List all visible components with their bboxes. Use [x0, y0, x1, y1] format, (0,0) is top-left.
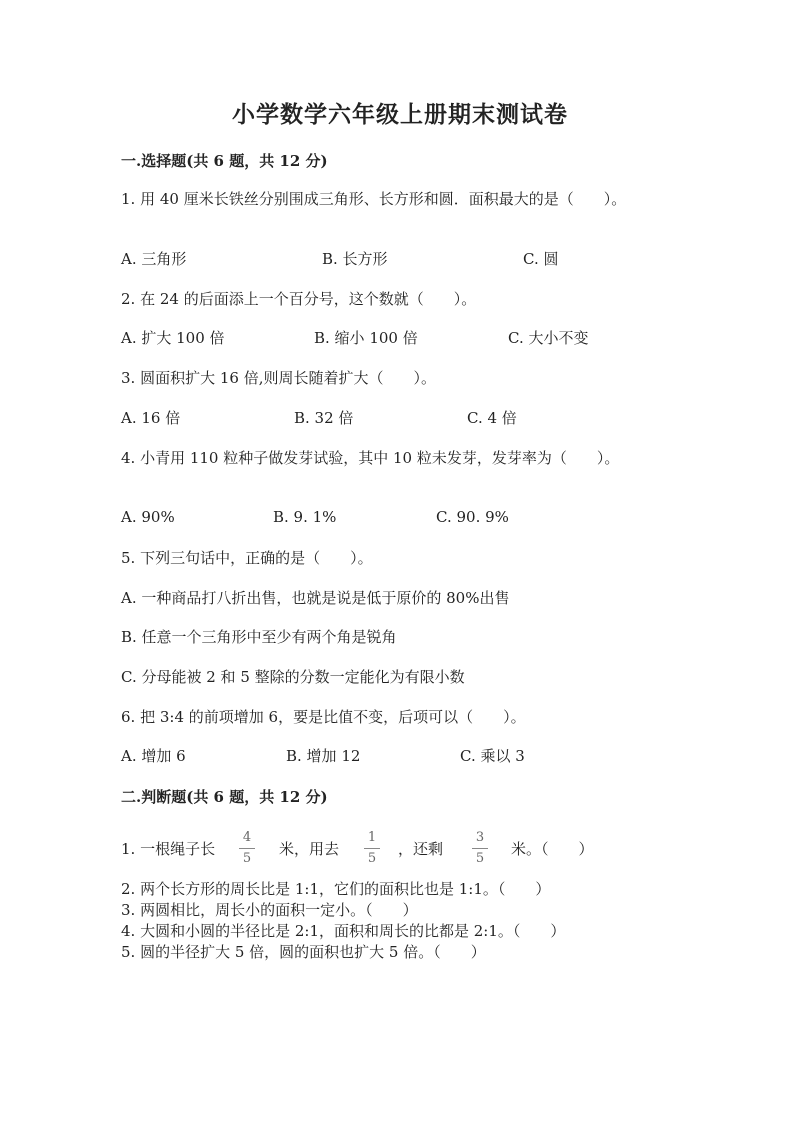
section-heading-judgement: 二.判断题(共 6 题，共 12 分)	[121, 788, 328, 806]
question-1-option-a: A. 三角形	[121, 250, 187, 268]
judge-1-text-c: ，还剩	[398, 840, 444, 858]
question-3-stem: 3. 圆面积扩大 16 倍,则周长随着扩大（ ）。	[121, 369, 436, 387]
question-4-stem: 4. 小青用 110 粒种子做发芽试验，其中 10 粒未发芽，发芽率为（ ）。	[121, 449, 620, 467]
fraction-three-fifths	[471, 830, 489, 867]
question-4-option-a: A. 90%	[121, 508, 175, 526]
question-1-stem: 1. 用 40 厘米长铁丝分别围成三角形、长方形和圆．面积最大的是（ ）。	[121, 190, 627, 208]
fraction-denominator: 5	[475, 851, 485, 866]
fraction-numerator: 4	[242, 830, 252, 845]
judge-1-text-b: 米，用去	[279, 840, 340, 858]
fraction-numerator: 1	[367, 830, 377, 845]
judge-2: 2. 两个长方形的周长比是 1:1，它们的面积比也是 1:1。（ ）	[121, 880, 551, 898]
question-6-option-a: A. 增加 6	[121, 747, 186, 765]
judge-5: 5. 圆的半径扩大 5 倍，圆的面积也扩大 5 倍。（ ）	[121, 943, 486, 961]
judge-1-text-d: 米。（ ）	[511, 840, 594, 858]
judge-4: 4. 大圆和小圆的半径比是 2:1，面积和周长的比都是 2:1。（ ）	[121, 922, 566, 940]
fraction-numerator: 3	[475, 830, 485, 845]
question-3-option-b: B. 32 倍	[294, 409, 354, 427]
fraction-denominator: 5	[367, 851, 377, 866]
question-5-stem: 5. 下列三句话中，正确的是（ ）。	[121, 549, 373, 567]
question-5-option-a: A. 一种商品打八折出售，也就是说是低于原价的 80%出售	[121, 589, 510, 607]
question-4-option-c: C. 90. 9%	[436, 508, 509, 526]
question-6-option-c: C. 乘以 3	[460, 747, 525, 765]
judge-1-text-a: 1. 一根绳子长	[121, 840, 216, 858]
fraction-one-fifth	[363, 830, 381, 867]
fraction-bar	[364, 848, 380, 849]
question-1-option-c: C. 圆	[523, 250, 559, 268]
question-5-option-c: C. 分母能被 2 和 5 整除的分数一定能化为有限小数	[121, 668, 465, 686]
fraction-bar	[472, 848, 488, 849]
question-2-option-a: A. 扩大 100 倍	[121, 329, 225, 347]
section-heading-choice: 一.选择题(共 6 题，共 12 分)	[121, 152, 328, 170]
question-4-option-b: B. 9. 1%	[273, 508, 337, 526]
fraction-bar	[239, 848, 255, 849]
question-2-option-b: B. 缩小 100 倍	[314, 329, 418, 347]
question-3-option-a: A. 16 倍	[121, 409, 181, 427]
question-1-option-b: B. 长方形	[322, 250, 388, 268]
question-2-option-c: C. 大小不变	[508, 329, 589, 347]
judge-3: 3. 两圆相比，周长小的面积一定小。（ ）	[121, 901, 418, 919]
question-3-option-c: C. 4 倍	[467, 409, 517, 427]
question-6-option-b: B. 增加 12	[286, 747, 361, 765]
fraction-denominator: 5	[242, 851, 252, 866]
question-2-stem: 2. 在 24 的后面添上一个百分号，这个数就（ ）。	[121, 290, 477, 308]
question-5-option-b: B. 任意一个三角形中至少有两个角是锐角	[121, 628, 397, 646]
question-6-stem: 6. 把 3:4 的前项增加 6，要是比值不变，后项可以（ ）。	[121, 708, 526, 726]
fraction-four-fifths	[238, 830, 256, 867]
page-title: 小学数学六年级上册期末测试卷	[232, 101, 568, 128]
